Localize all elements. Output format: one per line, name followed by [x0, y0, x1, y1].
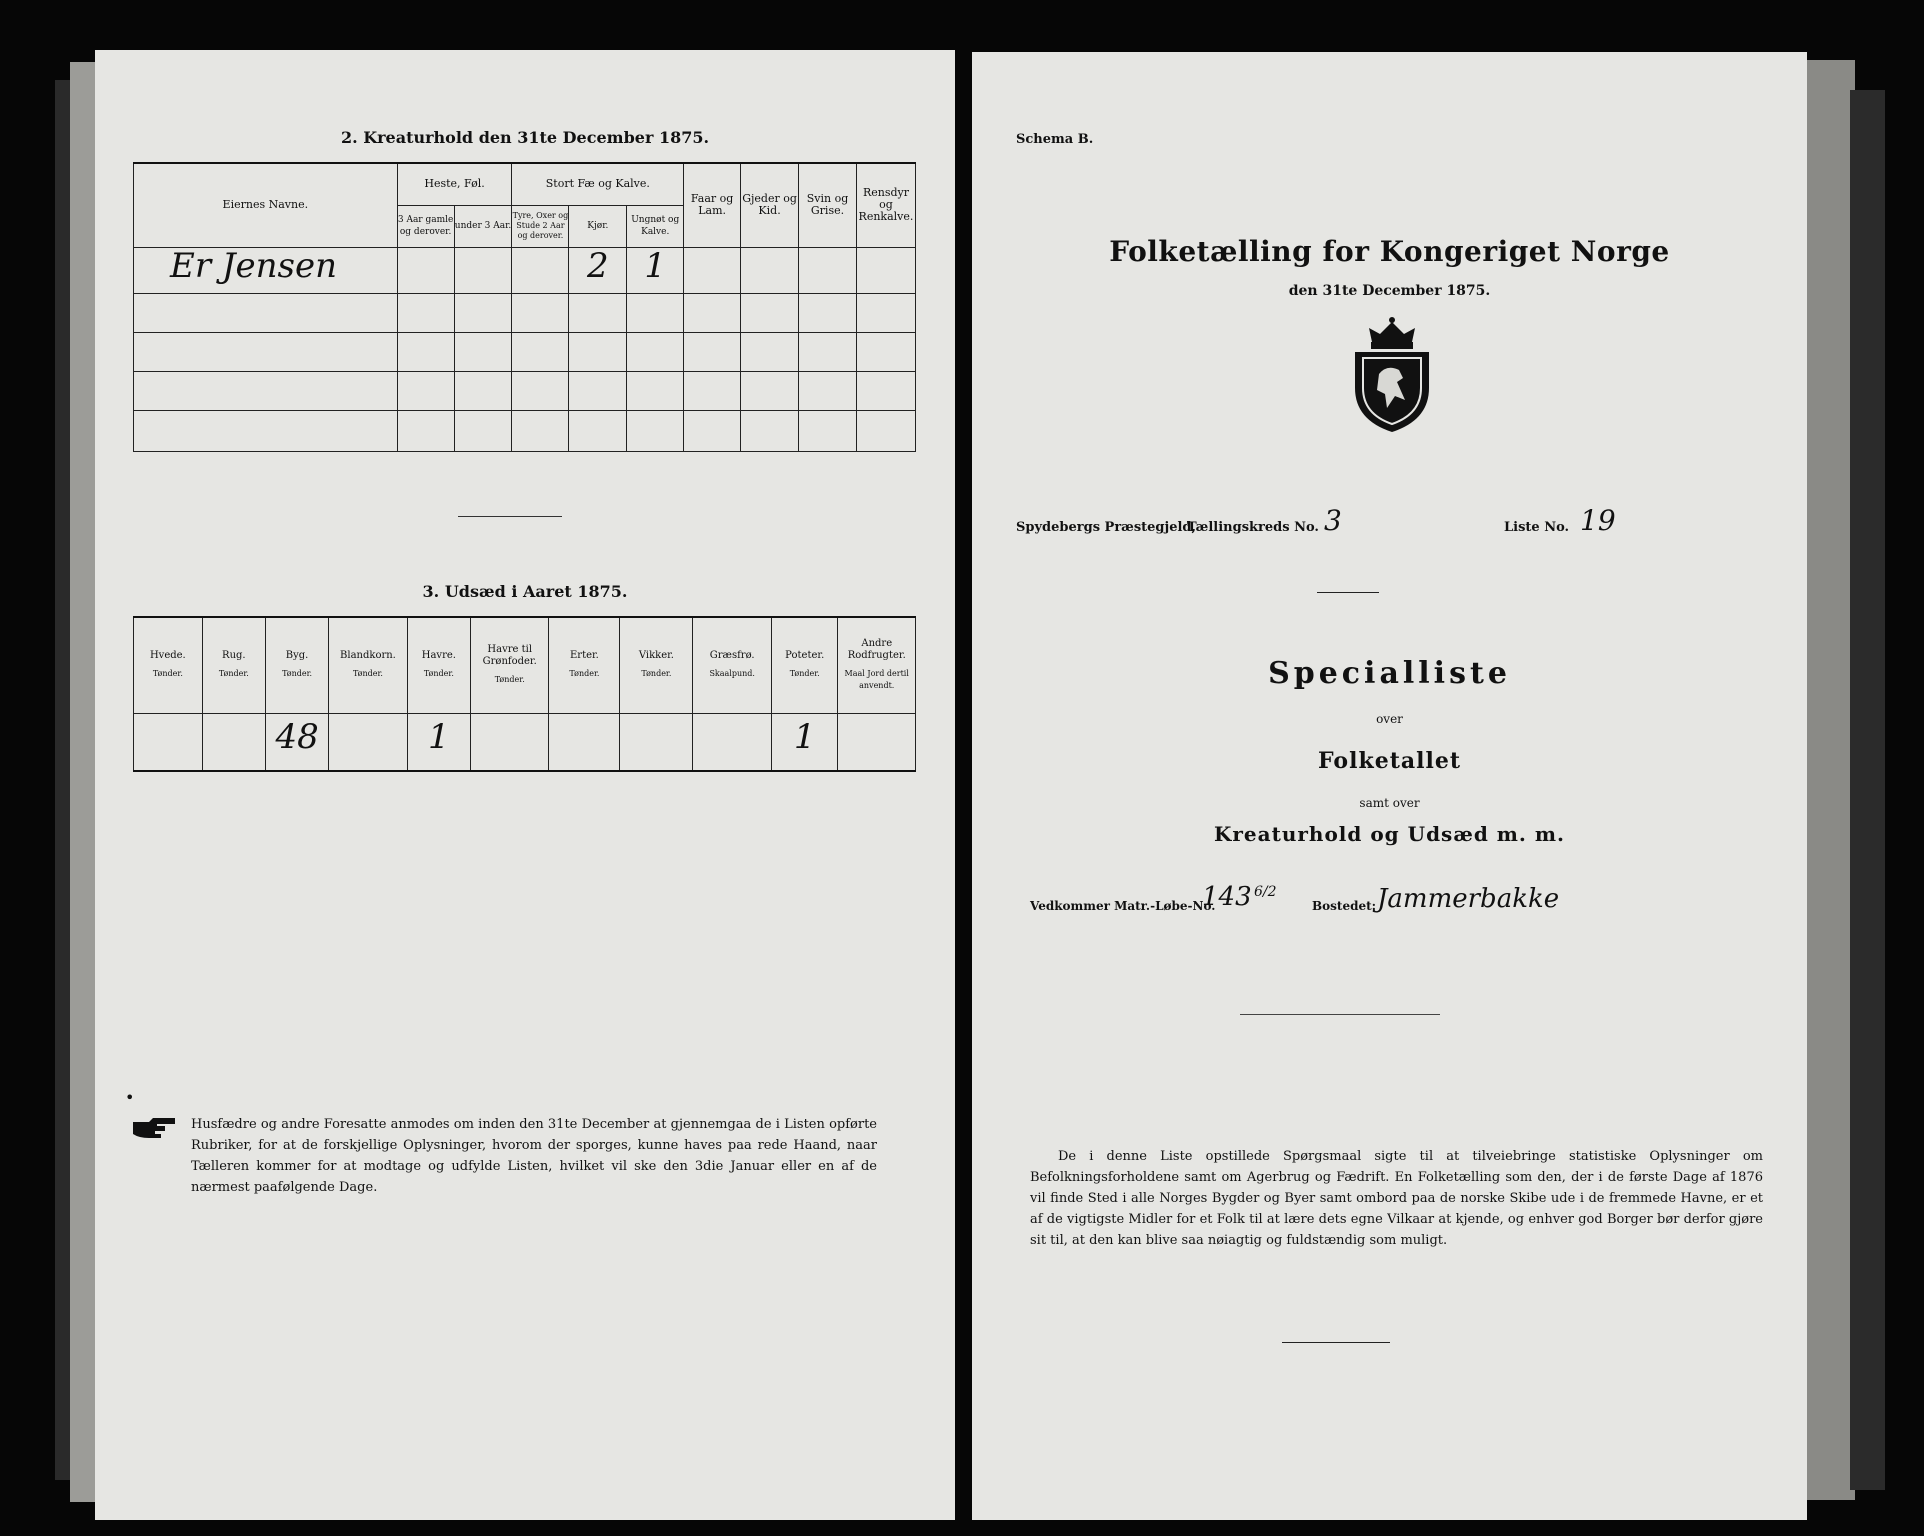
seed-crop-label: Poteter. — [785, 650, 825, 662]
goats-header: Gjeder og Kid. — [741, 163, 799, 247]
seed-unit-label: Maal Jord dertil anvendt. — [844, 669, 909, 691]
matr-fraction: 6/2 — [1254, 884, 1277, 900]
schema-label: Schema B. — [1016, 132, 1094, 147]
right-page-stack — [1850, 90, 1885, 1490]
seed-crop-label: Blandkorn. — [340, 650, 396, 662]
seed-crop-label: Havre. — [421, 650, 456, 662]
seed-value-cell — [329, 713, 408, 771]
seed-header-cell — [620, 617, 693, 713]
seed-unit-label: Tønder. — [569, 669, 600, 679]
seed-value-cell — [407, 713, 470, 771]
young-cattle-cell — [627, 247, 684, 293]
table-row — [134, 247, 916, 293]
seed-header-cell — [134, 617, 203, 713]
table-cell — [799, 247, 857, 293]
divider — [458, 516, 562, 517]
bosted-value: Jammerbakke — [1377, 884, 1560, 914]
seed-value-cell — [620, 713, 693, 771]
seed-header-cell — [202, 617, 265, 713]
seed-unit-label: Tønder. — [352, 669, 383, 679]
seed-unit-label: Skaalpund. — [709, 669, 755, 679]
seed-crop-label: Rug. — [222, 650, 246, 662]
seed-value-row — [134, 713, 916, 771]
horses-young-header: under 3 Aar. — [454, 205, 512, 247]
seed-crop-label: Græsfrø. — [709, 650, 755, 662]
right-page-edge — [1800, 60, 1855, 1500]
seed-header-cell — [470, 617, 549, 713]
bulls-header: Tyre, Oxer og Stude 2 Aar og derover. — [512, 205, 569, 247]
seed-header-cell — [771, 617, 838, 713]
seed-value-cell — [838, 713, 916, 771]
seed-table — [133, 616, 916, 772]
matr-value: 143 — [1202, 882, 1252, 912]
seed-value-cell — [202, 713, 265, 771]
seed-value-cell — [693, 713, 772, 771]
coat-of-arms-icon — [1347, 316, 1437, 434]
folketallet-heading: Folketallet — [1318, 748, 1461, 774]
list-label: Liste No. — [1504, 520, 1570, 535]
cattle-header: Stort Fæ og Kalve. — [512, 163, 684, 205]
seed-crop-label: Erter. — [569, 650, 599, 662]
table-cell — [454, 247, 512, 293]
young-cattle-header: Ungnøt og Kalve. — [627, 205, 684, 247]
horses-old-header: 3 Aar gamle og derover. — [397, 205, 454, 247]
kreaturhold-heading: Kreaturhold og Udsæd m. m. — [1214, 822, 1565, 846]
section2-title: 2. Kreaturhold den 31te December 1875. — [340, 128, 710, 147]
seed-value-cell — [265, 713, 328, 771]
seed-crop-label: Havre til Grønfoder. — [482, 644, 537, 668]
table-cell — [741, 247, 799, 293]
pointing-hand-icon — [131, 1116, 177, 1142]
list-value: 19 — [1580, 504, 1616, 537]
explanation-paragraph: De i denne Liste opstillede Spørgsmaal sigte til at tilveiebringe statistiske Oplysninger om Befolkningsforholdene samt om Agerbrug og Fædrift. En Folketælling som den, der i de første Dage af 1876 vil finde Sted i alle Norges Bygder og Byer samt ombord paa de norske Skibe ude i de fremmede Havne, er et af de vigtigste Midler for et Folk til at lære dets egne Vilkaar at kjende, og enhver god Borger bør derfor gjøre sit til, at den kan blive saa nøiagtig og fuldstændig som muligt. — [1030, 1149, 1763, 1248]
seed-value-cell — [549, 713, 620, 771]
seed-value: 1 — [428, 717, 450, 758]
table-cell — [856, 247, 915, 293]
district-value: 3 — [1324, 504, 1342, 537]
bosted-label: Bostedet: — [1312, 899, 1377, 913]
divider — [1317, 592, 1379, 593]
matr-label: Vedkommer Matr.-Løbe-No. — [1030, 899, 1216, 913]
livestock-table — [133, 162, 916, 452]
seed-unit-label: Tønder. — [282, 669, 313, 679]
owner-name: Er Jensen — [170, 245, 337, 286]
seed-crop-label: Andre Rodfrugter. — [847, 638, 906, 662]
owner-cell — [134, 247, 398, 293]
seed-value: 48 — [275, 717, 319, 758]
pigs-header: Svin og Grise. — [799, 163, 857, 247]
samt-over-text: samt over — [1359, 796, 1420, 810]
specialliste-heading: Specialliste — [1268, 656, 1511, 691]
seed-unit-label: Tønder. — [423, 669, 454, 679]
seed-header-cell — [838, 617, 916, 713]
table-cell — [684, 247, 741, 293]
seed-header-cell — [549, 617, 620, 713]
seed-header-row — [134, 617, 916, 713]
parish-label: Spydebergs Præstegjeld, — [1016, 520, 1197, 535]
reindeer-header: Rensdyr og Renkalve. — [856, 163, 915, 247]
table-row — [134, 332, 916, 371]
owner-header: Eiernes Navne. — [134, 163, 398, 247]
seed-value-cell — [134, 713, 203, 771]
table-row — [134, 410, 916, 451]
cows-value: 2 — [587, 245, 609, 286]
divider — [1282, 1342, 1390, 1343]
seed-unit-label: Tønder. — [789, 669, 820, 679]
seed-header-cell — [329, 617, 408, 713]
district-label: Tællingskreds No. — [1187, 520, 1319, 535]
divider — [1240, 1014, 1440, 1015]
seed-unit-label: Tønder. — [152, 669, 183, 679]
seed-unit-label: Tønder. — [218, 669, 249, 679]
young-cattle-value: 1 — [644, 245, 667, 286]
seed-value: 1 — [793, 717, 816, 758]
cows-cell — [569, 247, 627, 293]
table-row — [134, 371, 916, 410]
over-text: over — [1376, 712, 1403, 726]
table-cell — [512, 247, 569, 293]
seed-unit-label: Tønder. — [494, 675, 525, 685]
census-title: Folketælling for Kongeriget Norge — [1109, 235, 1670, 268]
notice-text: Husfædre og andre Foresatte anmodes om inden den 31te December at gjennemgaa de i Listen opførte Rubriker, for at de forskjellige Oplysninger, hvorom der sporges, kunne haves paa rede Haand, naar Tælleren kommer for at modtage og udfylde Listen, hvilket vil ske den 3die Januar eller en af de nærmest paafølgende Dage. — [191, 1117, 877, 1195]
right-page — [972, 52, 1807, 1520]
seed-header-cell — [265, 617, 328, 713]
seed-value-cell — [771, 713, 838, 771]
horses-header: Heste, Føl. — [397, 163, 512, 205]
section3-title: 3. Udsæd i Aaret 1875. — [422, 582, 628, 601]
bullet-mark: • — [125, 1088, 135, 1107]
seed-crop-label: Byg. — [285, 650, 309, 662]
left-page — [95, 50, 955, 1520]
cows-header: Kjør. — [569, 205, 627, 247]
seed-crop-label: Hvede. — [149, 650, 186, 662]
sheep-header: Faar og Lam. — [684, 163, 741, 247]
seed-crop-label: Vikker. — [638, 650, 674, 662]
seed-unit-label: Tønder. — [641, 669, 672, 679]
table-cell — [397, 247, 454, 293]
seed-header-cell — [407, 617, 470, 713]
seed-header-cell — [693, 617, 772, 713]
table-row — [134, 293, 916, 332]
seed-value-cell — [470, 713, 549, 771]
census-date: den 31te December 1875. — [1288, 283, 1491, 299]
